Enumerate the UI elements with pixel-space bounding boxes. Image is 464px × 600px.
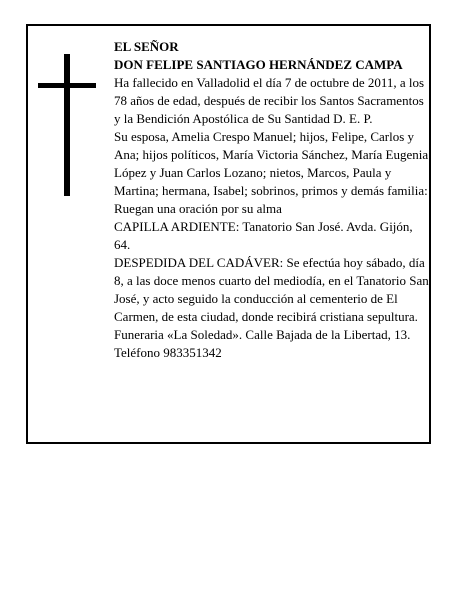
farewell-info: DESPEDIDA DEL CADÁVER: Se efectúa hoy sábado, día 8, a las doce menos cuarto del mediodía, en el Tanatorio San José, y acto seguido la conducción al cementerio de El Carmen, de esta ciudad, donde recibirá cristiana sepultura. (114, 255, 429, 324)
notice-text (114, 38, 430, 362)
death-announcement: Ha fallecido en Valladolid el día 7 de octubre de 2011, a los 78 años de edad, después de recibir los Santos Sacramentos y la Bendición Apostólica de Su Santidad D. E. P. (114, 75, 425, 126)
notice-title-name: DON FELIPE SANTIAGO HERNÁNDEZ CAMPA (114, 57, 403, 72)
funeral-home-info: Funeraria «La Soledad». Calle Bajada de la Libertad, 13. Teléfono 983351342 (114, 327, 411, 360)
cross-vertical-bar (64, 54, 70, 196)
latin-cross-icon (38, 54, 96, 196)
family-list: Su esposa, Amelia Crespo Manuel; hijos, Felipe, Carlos y Ana; hijos políticos, María Victoria Sánchez, María Eugenia López y Juan Carlos Lozano; nietos, Marcos, Paula y Martina; hermana, Isabel; sobrinos, primos y demás familia: (114, 129, 429, 198)
chapel-info: CAPILLA ARDIENTE: Tanatorio San José. Avda. Gijón, 64. (114, 219, 413, 252)
prayer-request: Ruegan una oración por su alma (114, 201, 282, 216)
cross-horizontal-bar (38, 83, 96, 88)
notice-title-line1: EL SEÑOR (114, 39, 179, 54)
